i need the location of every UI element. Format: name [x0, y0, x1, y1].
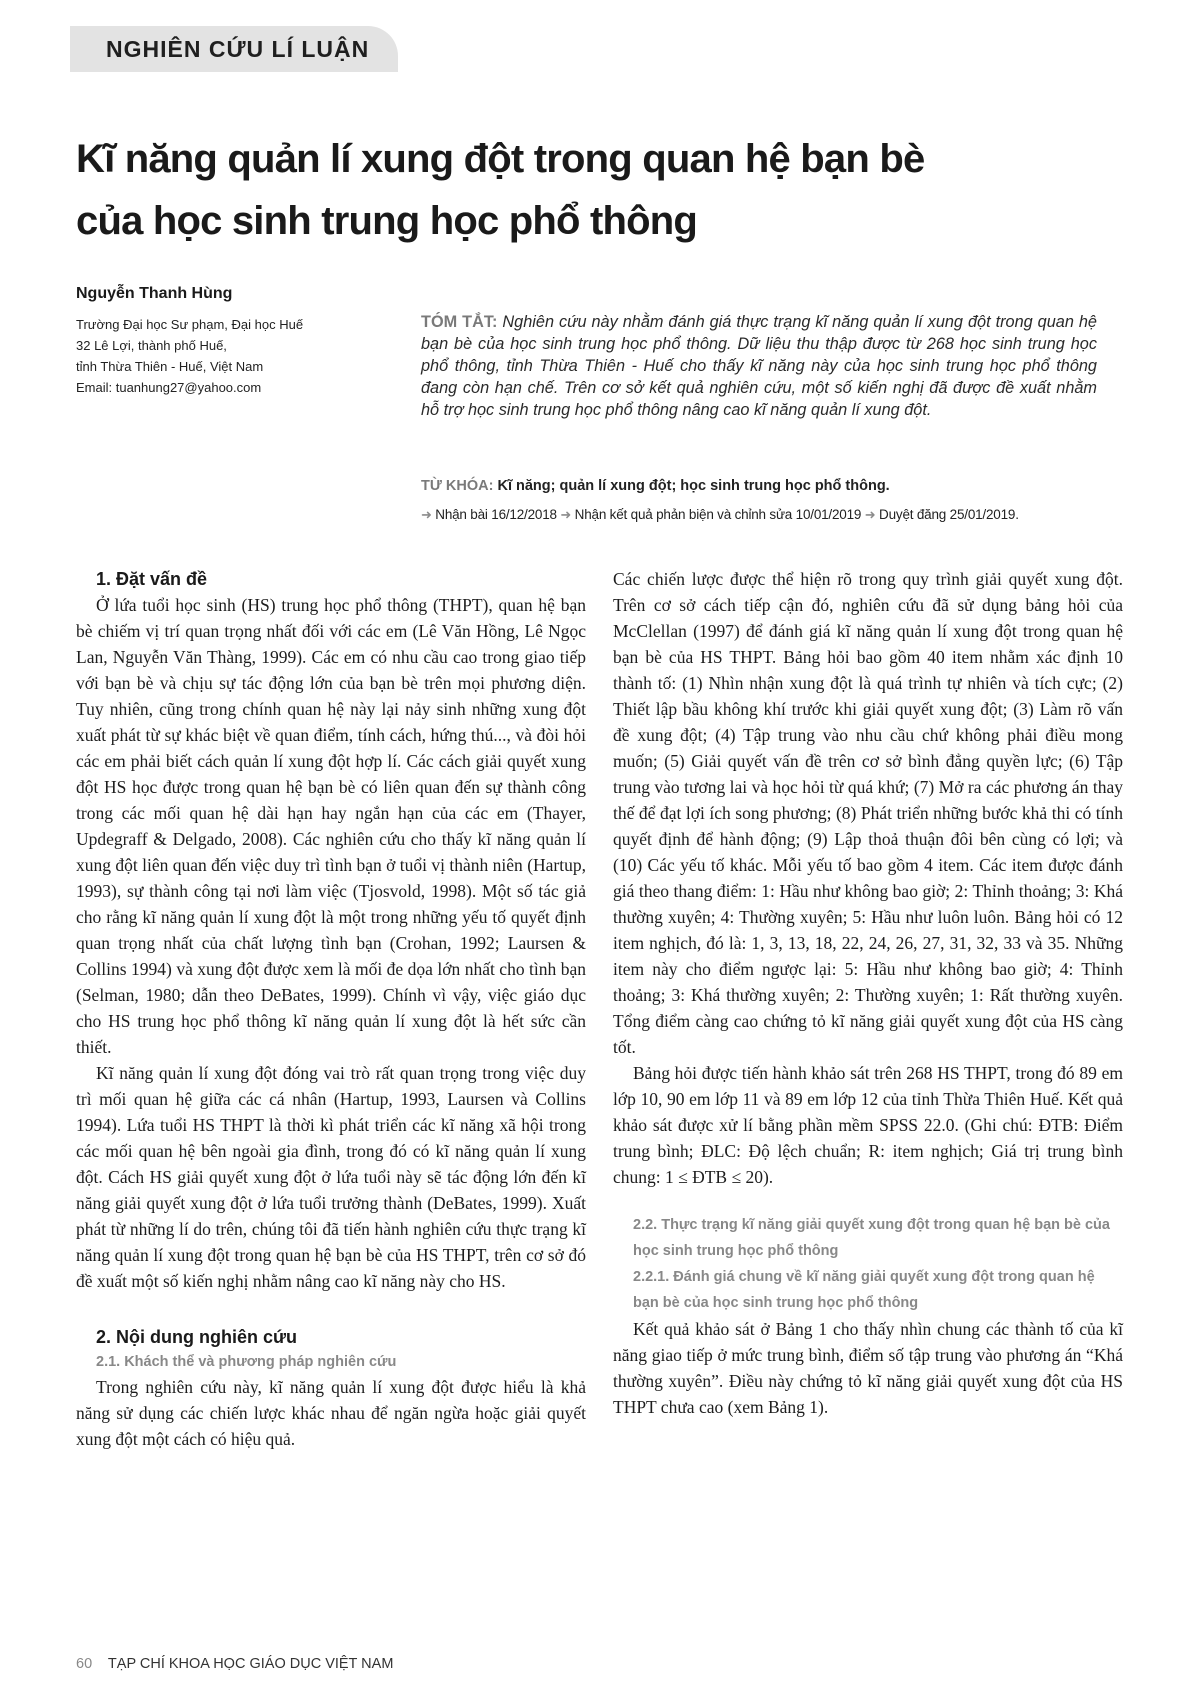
author-affiliation — [76, 314, 396, 398]
body-column-left — [76, 566, 586, 1452]
abstract — [421, 311, 1097, 421]
paragraph: Bảng hỏi được tiến hành khảo sát trên 268 HS THPT, trong đó 89 em lớp 10, 90 em lớp 11 và 89 em lớp 12 của tỉnh Thừa Thiên Huế. Kết quả khảo sát được xử lí bằng phần mềm SPSS 22.0. (Ghi chú: ĐTB: Điểm trung bình; ĐLC: Độ lệch chuẩn; R: item nghịch; Giá trị trung bình chung: 1 ≤ ĐTB ≤ 20). — [613, 1063, 1123, 1187]
date-revised: Nhận kết quả phản biện và chỉnh sửa 10/01/2019 — [574, 507, 862, 522]
article-dates — [421, 507, 1121, 523]
arrow-right-icon: ➜ — [560, 507, 572, 522]
author-email: Email: tuanhung27@yahoo.com — [76, 380, 262, 395]
abstract-text: Nghiên cứu này nhằm đánh giá thực trạng kĩ năng quản lí xung đột trong quan hệ bạn bè của học sinh trung học phổ thông. Dữ liệu thu thập được từ 268 học sinh trung học phổ thông, tỉnh Thừa Thiên - Huế cho thấy kĩ năng này của học sinh trung học phổ thông đang còn hạn chế. Trên cơ sở kết quả nghiên cứu, một số kiến nghị đã được đề xuất nhằm hỗ trợ học sinh trung học phổ thông nâng cao kĩ năng quản lí xung đột. — [421, 313, 1097, 419]
journal-name: TẠP CHÍ KHOA HỌC GIÁO DỤC VIỆT NAM — [107, 1656, 394, 1672]
paragraph: Kĩ năng quản lí xung đột đóng vai trò rất quan trọng trong việc duy trì mối quan hệ giữa các cá nhân (Hartup, 1993, Laursen và Collins 1994). Lứa tuổi HS THPT là thời kì phát triển các kĩ năng xã hội trong các mối quan hệ bên ngoài gia đình, trong đó có kĩ năng quản lí xung đột. Cách HS giải quyết xung đột ở lứa tuổi này sẽ tác động lớn đến kĩ năng giải quyết xung đột ở lứa tuổi trưởng thành (DeBates, 1999). Xuất phát từ những lí do trên, chúng tôi đã tiến hành nghiên cứu thực trạng kĩ năng quản lí xung đột trong quan hệ bạn bè của HS THPT, trên cơ sở đó đề xuất một số kiến nghị nhằm nâng cao kĩ năng này cho HS. — [76, 1063, 586, 1291]
date-accepted: Duyệt đăng 25/01/2019. — [879, 507, 1019, 522]
page-footer — [76, 1656, 393, 1672]
title-line-1: Kĩ năng quản lí xung đột trong quan hệ bạn bè — [76, 137, 925, 181]
spacer — [613, 1190, 1123, 1212]
arrow-right-icon: ➜ — [864, 507, 876, 522]
article-title — [76, 128, 1056, 252]
paragraph-continued: Các chiến lược được thể hiện rõ trong quy trình giải quyết xung đột. Trên cơ sở cách tiếp cận đó, nghiên cứu đã sử dụng bảng hỏi của McClellan (1997) để đánh giá kĩ năng quản lí xung đột trong quan hệ bạn bè của HS THPT. Bảng hỏi bao gồm 40 item nhằm xác định 10 thành tố: (1) Nhìn nhận xung đột là quá trình tự nhiên và tích cực; (2) Thiết lập bầu không khí trước khi giải quyết xung đột; (3) Làm rõ vấn đề xung đột; (4) Tập trung vào nhu cầu chứ không phải điều mong muốn; (5) Giải quyết vấn đề trên cơ sở bình đẳng quyền lực; (6) Tập trung vào tương lai và học hỏi từ quá khứ; (7) Mở ra các phương án thay thế để đạt lợi ích song phương; (8) Phát triển những bước khả thi có tính quyết định để hành động; (9) Lập thoả thuận đôi bên cùng có lợi; và (10) Các yếu tố khác. Mỗi yếu tố bao gồm 4 item. Các item được đánh giá theo thang điểm: 1: Hầu như không bao giờ; 2: Thỉnh thoảng; 3: Khá thường xuyên; 4: Thường xuyên; 5: Hầu như luôn luôn. Bảng hỏi có 12 item nghịch, đó là: 1, 3, 13, 18, 22, 24, 26, 27, 31, 32, 33 và 35. Những item này cho điểm ngược lại: 5: Hầu như không bao giờ; 4: Thỉnh thoảng; 3: Khá thường xuyên; 2: Thường xuyên; 1: Rất thường xuyên. Tổng điểm càng cao chứng tỏ kĩ năng giải quyết xung đột của HS càng tốt. — [613, 569, 1123, 1057]
heading-section-2: 2. Nội dung nghiên cứu — [96, 1327, 298, 1347]
affiliation-line: tỉnh Thừa Thiên - Huế, Việt Nam — [76, 359, 264, 374]
keywords-text: Kĩ năng; quản lí xung đột; học sinh trung học phổ thông. — [497, 478, 890, 494]
paragraph: Ở lứa tuổi học sinh (HS) trung học phổ thông (THPT), quan hệ bạn bè chiếm vị trí quan trọng nhất đối với các em (Lê Văn Hồng, Lê Ngọc Lan, Nguyễn Văn Thàng, 1999). Các em có nhu cầu cao trong giao tiếp với bạn bè và chịu sự tác động lớn của bạn bè trên mọi phương diện. Tuy nhiên, cũng trong chính quan hệ này lại nảy sinh những xung đột xuất phát từ sự khác biệt về quan điểm, tính cách, hứng thú..., và đòi hỏi các em phải biết cách quản lí xung đột hợp lí. Các cách giải quyết xung đột HS học được trong quan hệ bạn bè có liên quan đến sự thành công trong các mối quan hệ dài hạn hay ngắn hạn của các em (Thayer, Updegraff & Delgado, 2008). Các nghiên cứu cho thấy kĩ năng quản lí xung đột liên quan đến việc duy trì tình bạn ở tuổi vị thành niên (Hartup, 1993), sự thành công tại nơi làm việc (Tjosvold, 1998). Một số tác giả cho rằng kĩ năng quản lí xung đột là một trong những yếu tố quyết định quan trọng nhất của chất lượng tình bạn (Crohan, 1992; Laursen & Collins 1994) và xung đột được xem là mối đe dọa lớn nhất cho tình bạn (Selman, 1980; dẫn theo DeBates, 1999). Chính vì vậy, việc giáo dục cho HS trung học phổ thông kĩ năng quản lí xung đột là hết sức cần thiết. — [76, 595, 586, 1057]
heading-section-2-2-1: 2.2.1. Đánh giá chung về kĩ năng giải quyết xung đột trong quan hệ bạn bè của học sinh trung học phổ thông — [633, 1269, 1095, 1311]
abstract-label: TÓM TẮT: — [421, 313, 498, 331]
title-line-2: của học sinh trung học phổ thông — [76, 199, 698, 243]
paragraph: Kết quả khảo sát ở Bảng 1 cho thấy nhìn chung các thành tố của kĩ năng giao tiếp ở mức trung bình, điểm số tập trung vào phương án “Khá thường xuyên”. Điều này chứng tỏ kĩ năng giải quyết xung đột của HS THPT chưa cao (xem Bảng 1). — [613, 1319, 1123, 1417]
affiliation-line: 32 Lê Lợi, thành phố Huế, — [76, 338, 227, 353]
keywords-label: TỪ KHÓA: — [421, 478, 494, 494]
section-tag: NGHIÊN CỨU LÍ LUẬN — [70, 26, 398, 72]
page-number: 60 — [76, 1656, 93, 1672]
body-column-right — [613, 566, 1123, 1420]
date-received: Nhận bài 16/12/2018 — [435, 507, 557, 522]
affiliation-line: Trường Đại học Sư phạm, Đại học Huế — [76, 317, 304, 332]
heading-section-1: 1. Đặt vấn đề — [96, 569, 208, 589]
spacer — [76, 1294, 586, 1324]
arrow-right-icon: ➜ — [421, 507, 432, 522]
keywords — [421, 478, 1097, 494]
paragraph: Trong nghiên cứu này, kĩ năng quản lí xung đột được hiểu là khả năng sử dụng các chiến lược khác nhau để ngăn ngừa hoặc giải quyết xung đột một cách có hiệu quả. — [76, 1377, 586, 1449]
heading-section-2-1: 2.1. Khách thể và phương pháp nghiên cứu — [96, 1354, 397, 1370]
author-name: Nguyễn Thanh Hùng — [76, 285, 233, 302]
heading-section-2-2: 2.2. Thực trạng kĩ năng giải quyết xung đột trong quan hệ bạn bè của học sinh trung học phổ thông — [633, 1217, 1110, 1259]
